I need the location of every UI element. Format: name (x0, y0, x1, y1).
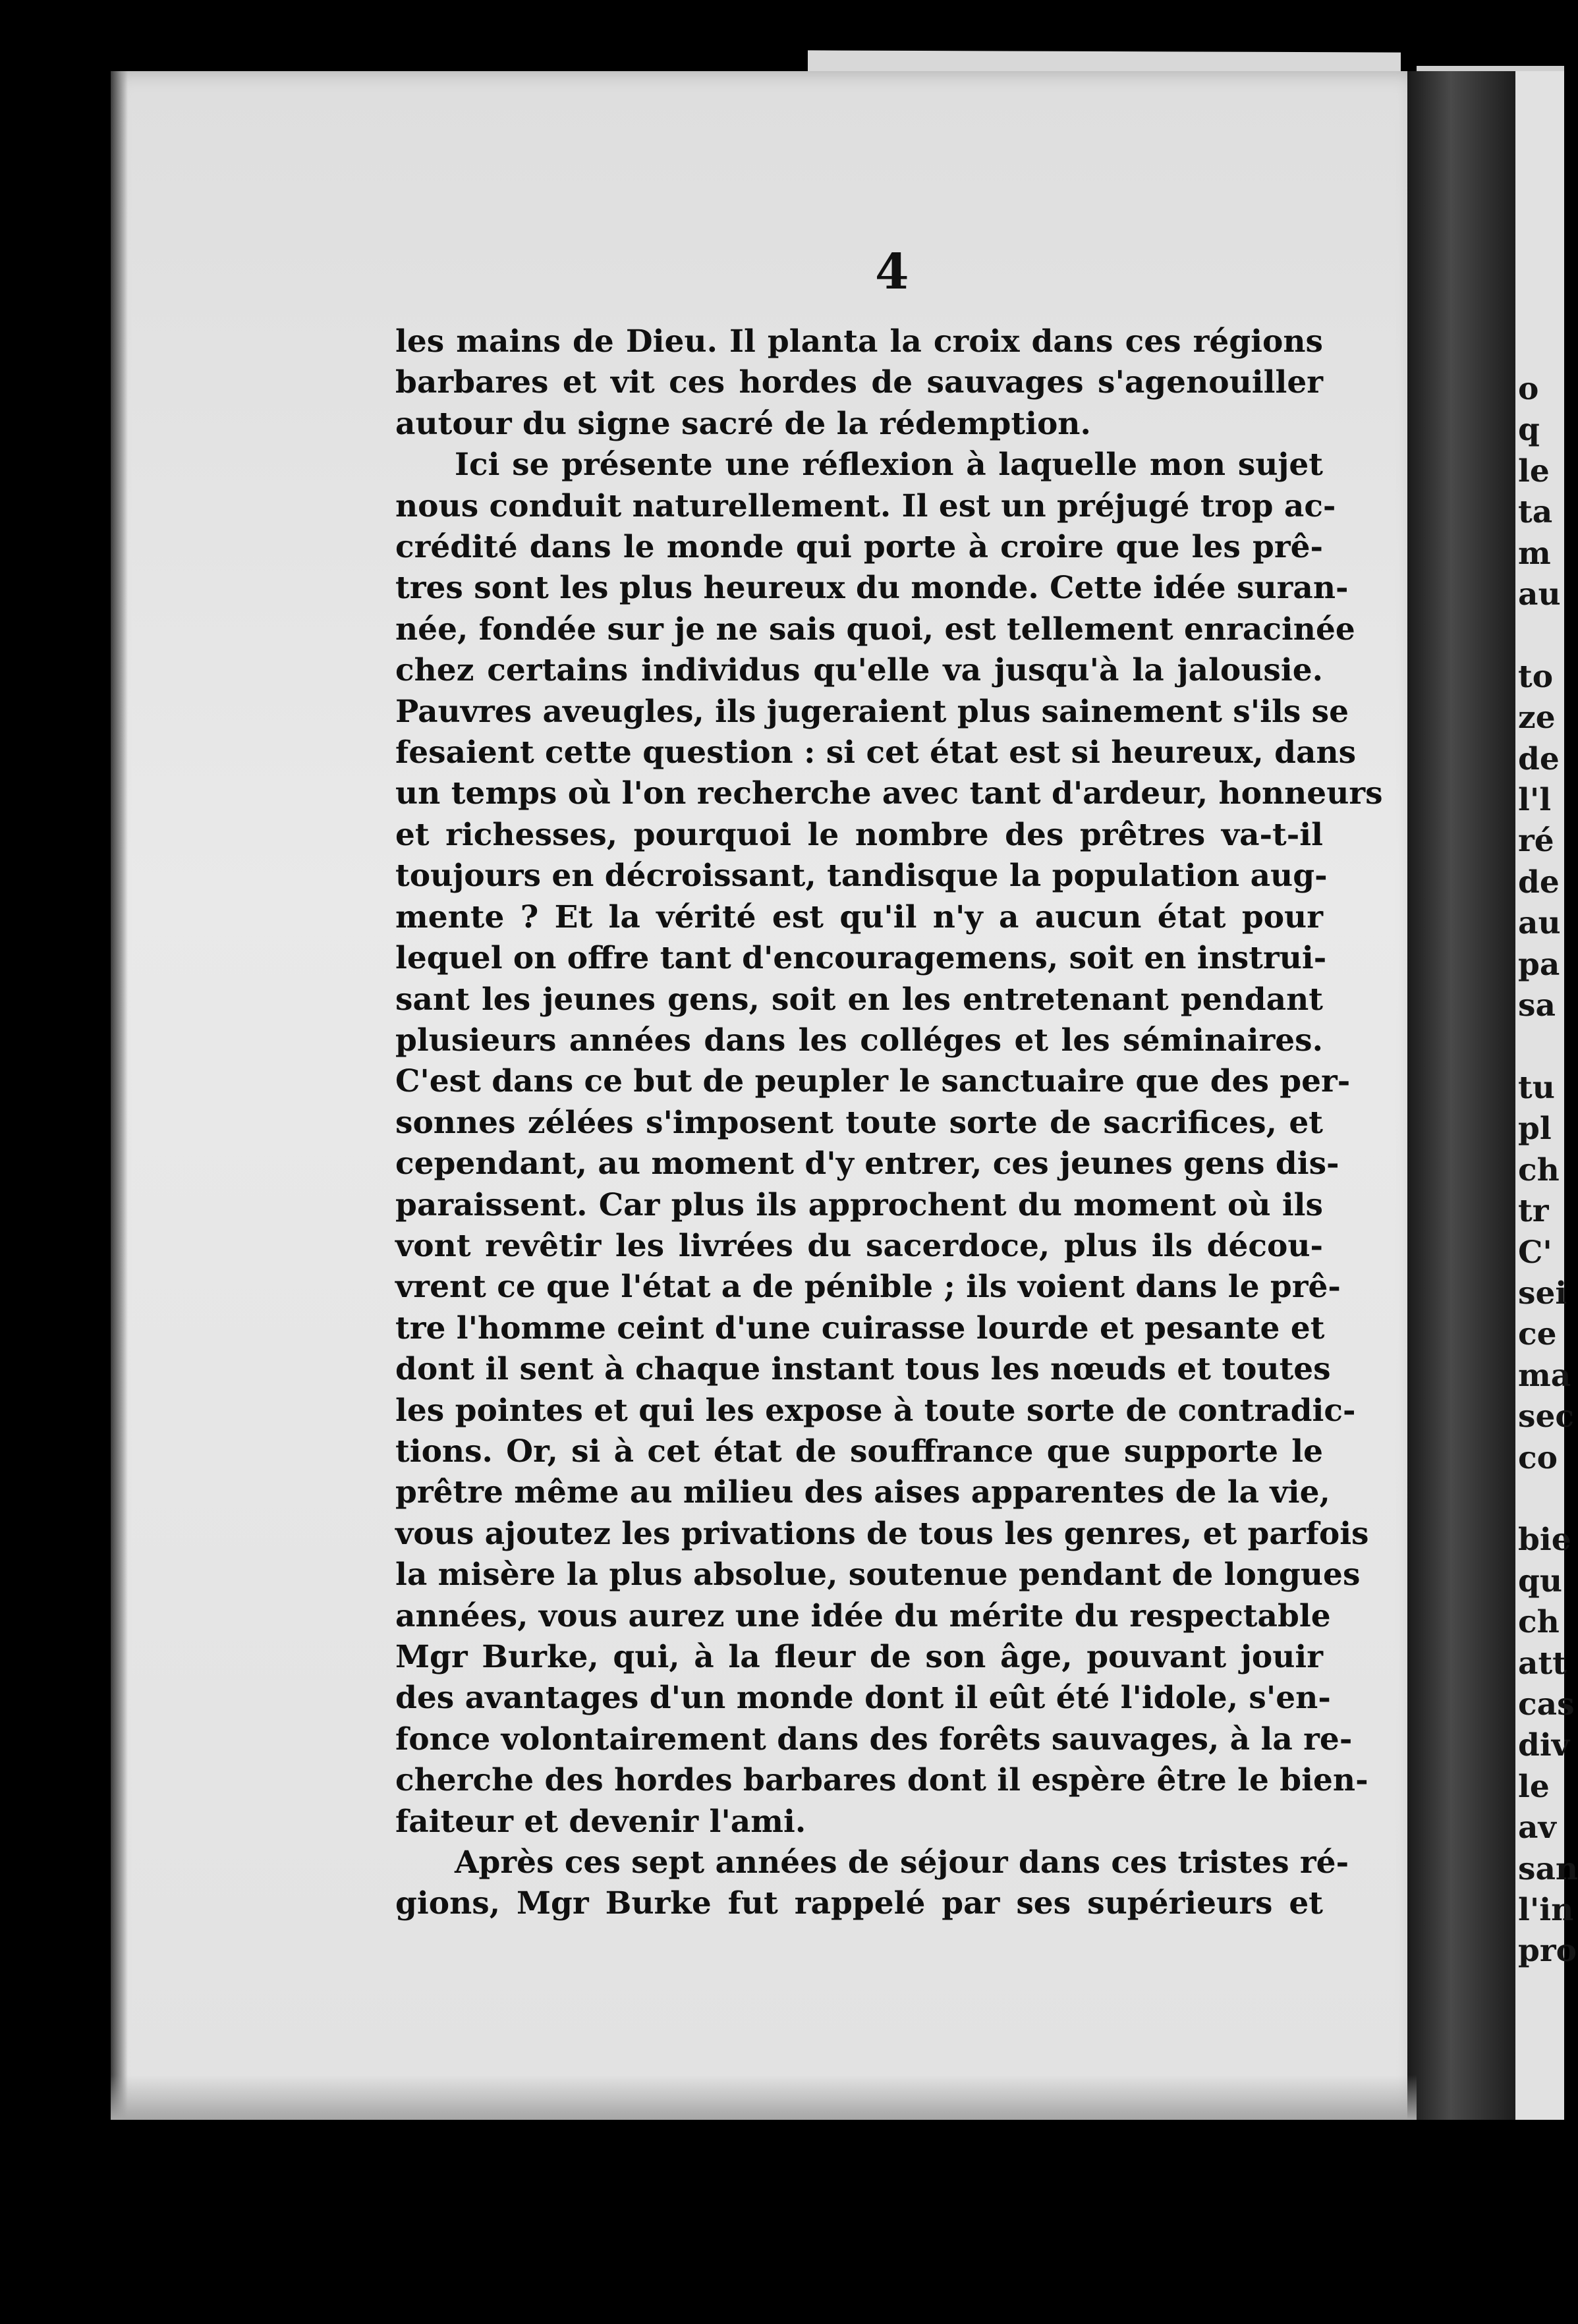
text-line: Après ces sept années de séjour dans ces tristes ré- (455, 1844, 1349, 1881)
text-line: lequel on offre tant d'encouragemens, soit en instrui- (395, 940, 1327, 977)
text-line: années, vous aurez une idée du mérite du respectable (395, 1597, 1331, 1634)
adjacent-text-fragment: san (1518, 1850, 1578, 1887)
text-line: née, fondée sur je ne sais quoi, est tellement enracinée (395, 611, 1355, 648)
adjacent-text-fragment: au (1518, 905, 1561, 942)
adjacent-text-fragment: de (1518, 740, 1560, 777)
text-line: Ici se présente une réflexion à laquelle mon sujet (455, 447, 1323, 484)
text-line: C'est dans ce but de peupler le sanctuaire que des per- (395, 1063, 1351, 1100)
text-line: nous conduit naturellement. Il est un préjugé trop ac- (395, 487, 1336, 524)
adjacent-text-fragment: l'in (1518, 1892, 1574, 1929)
adjacent-text-fragment: o (1518, 371, 1539, 407)
adjacent-page-text (1518, 369, 1578, 1972)
text-line: les pointes et qui les expose à toute sorte de contradic- (395, 1392, 1356, 1429)
text-line: vous ajoutez les privations de tous les genres, et parfois (395, 1515, 1369, 1552)
adjacent-text-fragment: sei (1518, 1275, 1567, 1312)
text-line: faiteur et devenir l'ami. (395, 1803, 806, 1840)
adjacent-text-fragment: to (1518, 658, 1554, 695)
adjacent-text-fragment: cas (1518, 1686, 1575, 1723)
adjacent-text-fragment: ta (1518, 494, 1553, 531)
page-number: 4 (875, 244, 909, 300)
text-line: Pauvres aveugles, ils jugeraient plus sainement s'ils se (395, 693, 1349, 730)
text-line: gions, Mgr Burke fut rappelé par ses supérieurs et (395, 1885, 1323, 1922)
adjacent-text-fragment: le (1518, 453, 1550, 489)
text-line: tre l'homme ceint d'une cuirasse lourde et pesante et (395, 1310, 1325, 1346)
text-line: sant les jeunes gens, soit en les entretenant pendant (395, 981, 1323, 1018)
adjacent-text-fragment: au (1518, 576, 1561, 613)
adjacent-text-fragment: att (1518, 1645, 1567, 1682)
adjacent-text-fragment: pro (1518, 1933, 1577, 1970)
text-line: barbares et vit ces hordes de sauvages s'agenouiller (395, 364, 1323, 401)
text-line: cherche des hordes barbares dont il espère être le bien- (395, 1762, 1368, 1799)
adjacent-text-fragment: C' (1518, 1234, 1552, 1271)
text-line: mente ? Et la vérité est qu'il n'y a aucun état pour (395, 899, 1323, 935)
text-line: toujours en décroissant, tandisque la population aug- (395, 858, 1328, 895)
text-line: les mains de Dieu. Il planta la croix dans ces régions (395, 323, 1323, 360)
text-line: plusieurs années dans les colléges et les séminaires. (395, 1022, 1323, 1059)
text-line: vont revêtir les livrées du sacerdoce, plus ils décou- (395, 1227, 1323, 1264)
adjacent-text-fragment: q (1518, 412, 1540, 449)
adjacent-text-fragment: m (1518, 535, 1551, 572)
adjacent-text-fragment: bie (1518, 1522, 1571, 1559)
text-line: vrent ce que l'état a de pénible ; ils voient dans le prê- (395, 1269, 1341, 1306)
text-line: prêtre même au milieu des aises apparentes de la vie, (395, 1474, 1330, 1511)
text-line: cependant, au moment d'y entrer, ces jeunes gens dis- (395, 1146, 1339, 1182)
text-line: paraissent. Car plus ils approchent du moment où ils (395, 1186, 1323, 1223)
adjacent-text-fragment: le (1518, 1768, 1550, 1805)
text-line: fonce volontairement dans des forêts sauvages, à la re- (395, 1721, 1353, 1757)
text-line: chez certains individus qu'elle va jusqu'à la jalousie. (395, 652, 1323, 689)
adjacent-text-fragment: qu (1518, 1563, 1563, 1599)
adjacent-text-fragment: co (1518, 1439, 1558, 1476)
text-line: fesaient cette question : si cet état est si heureux, dans (395, 734, 1357, 771)
adjacent-text-fragment (1518, 615, 1578, 656)
text-line: et richesses, pourquoi le nombre des prêtres va-t-il (395, 816, 1323, 853)
text-line: autour du signe sacré de la rédemption. (395, 405, 1091, 442)
adjacent-text-fragment: av (1518, 1810, 1556, 1846)
adjacent-text-fragment: ma (1518, 1357, 1571, 1394)
adjacent-text-fragment: ze (1518, 700, 1556, 736)
adjacent-text-fragment: ce (1518, 1316, 1557, 1353)
text-line: crédité dans le monde qui porte à croire que les prê- (395, 529, 1323, 566)
text-line: Mgr Burke, qui, à la fleur de son âge, pouvant jouir (395, 1639, 1323, 1675)
adjacent-text-fragment (1518, 1027, 1578, 1068)
adjacent-text-fragment: de (1518, 864, 1560, 900)
adjacent-text-fragment: l'l (1518, 782, 1552, 819)
text-line: des avantages d'un monde dont il eût été l'idole, s'en- (395, 1680, 1331, 1717)
page-bottom-edge (111, 2075, 1417, 2120)
adjacent-text-fragment: tu (1518, 1069, 1555, 1106)
text-line: dont il sent à chaque instant tous les nœuds et toutes (395, 1351, 1331, 1388)
adjacent-text-fragment: tr (1518, 1193, 1549, 1230)
adjacent-text-fragment: sa (1518, 987, 1556, 1024)
page-gutter (1407, 71, 1515, 2120)
adjacent-text-fragment: pl (1518, 1111, 1552, 1148)
adjacent-text-fragment: ré (1518, 823, 1554, 860)
text-line: sonnes zélées s'imposent toute sorte de sacrifices, et (395, 1104, 1323, 1141)
page-left-edge (111, 71, 128, 2120)
adjacent-text-fragment (1518, 1479, 1578, 1520)
adjacent-text-fragment: pa (1518, 946, 1560, 983)
adjacent-text-fragment: ch (1518, 1151, 1560, 1188)
text-line: tres sont les plus heureux du monde. Cette idée suran- (395, 570, 1349, 607)
adjacent-text-fragment: ch (1518, 1604, 1560, 1641)
text-line: la misère la plus absolue, soutenue pendant de longues (395, 1557, 1361, 1593)
text-line: tions. Or, si à cet état de souffrance que supporte le (395, 1433, 1323, 1470)
page-body-text (395, 321, 1383, 1925)
adjacent-text-fragment: sec (1518, 1398, 1574, 1435)
adjacent-text-fragment: div (1518, 1727, 1570, 1764)
text-line: un temps où l'on recherche avec tant d'ardeur, honneurs (395, 775, 1383, 812)
